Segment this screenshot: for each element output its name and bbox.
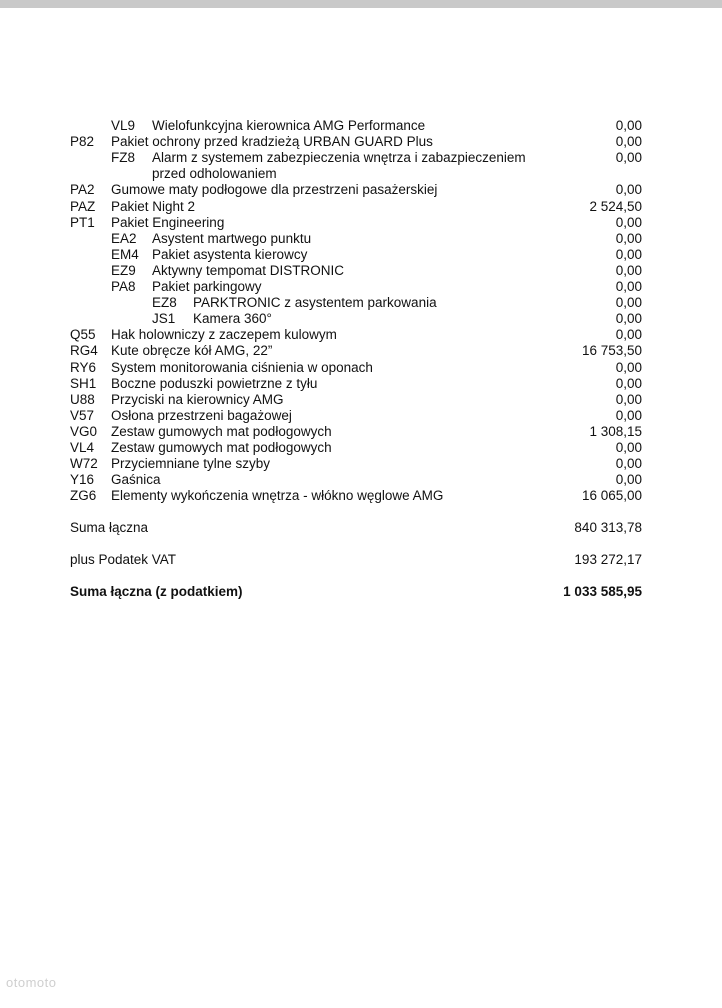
watermark: otomoto: [6, 975, 57, 990]
item-code: PA2: [70, 182, 95, 198]
item-amount: 0,00: [615, 456, 642, 472]
vat-value: 193 272,17: [574, 552, 642, 567]
item-code: V57: [70, 407, 95, 423]
item-amount: 0,00: [615, 391, 642, 407]
item-row: [0, 263, 722, 279]
item-row: [0, 134, 722, 150]
gross-total-value: 1 033 585,95: [563, 584, 642, 599]
vat-row: [0, 552, 722, 568]
item-name: Pakiet ochrony przed kradzieżą URBAN GUARD Plus: [111, 134, 433, 150]
item-name: Pakiet asystenta kierowcy: [152, 246, 308, 262]
item-code: SH1: [70, 375, 97, 391]
item-row: [0, 247, 722, 263]
item-name: Boczne poduszki powietrzne z tyłu: [111, 375, 318, 391]
item-amount: 0,00: [615, 279, 642, 294]
item-amount: 0,00: [615, 359, 642, 375]
item-row: [0, 440, 722, 456]
item-code: VG0: [70, 423, 98, 439]
item-code: EZ9: [111, 262, 136, 278]
item-code: EZ8: [152, 295, 177, 311]
item-code: PT1: [70, 214, 95, 230]
document-page: [0, 8, 722, 1008]
item-code: PA8: [111, 279, 136, 294]
item-amount: 0,00: [615, 375, 642, 391]
item-name: System monitorowania ciśnienia w oponach: [111, 359, 373, 375]
net-total-value: 840 313,78: [574, 520, 642, 535]
item-row: [0, 182, 722, 198]
item-row: [0, 199, 722, 215]
item-row: [0, 343, 722, 359]
net-total-label: Suma łączna: [70, 520, 149, 535]
item-row: [0, 424, 722, 440]
item-row: [0, 279, 722, 295]
item-name: Hak holowniczy z zaczepem kulowym: [111, 327, 337, 343]
item-row: [0, 215, 722, 231]
item-name: Gaśnica: [111, 472, 161, 488]
item-row: [0, 118, 722, 134]
item-code: JS1: [152, 311, 176, 327]
item-name: Pakiet Night 2: [111, 198, 196, 214]
item-name: PARKTRONIC z asystentem parkowania: [193, 295, 437, 311]
item-code: VL9: [111, 118, 136, 133]
item-amount: 0,00: [615, 295, 642, 311]
item-code: RG4: [70, 343, 98, 359]
item-code: ZG6: [70, 488, 97, 504]
item-name: Wielofunkcyjna kierownica AMG Performance: [152, 118, 426, 133]
item-row: [0, 150, 722, 166]
item-name: Pakiet Engineering: [111, 214, 225, 230]
item-name: Zestaw gumowych mat podłogowych: [111, 423, 332, 439]
item-code: RY6: [70, 359, 97, 375]
item-row: [0, 311, 722, 327]
item-amount: 16 065,00: [581, 488, 642, 504]
item-row: [0, 392, 722, 408]
item-amount: 0,00: [615, 407, 642, 423]
gross-total-row: [0, 584, 722, 600]
item-amount: 16 753,50: [581, 343, 642, 359]
item-name: Pakiet parkingowy: [152, 279, 262, 294]
item-row: [0, 408, 722, 424]
item-amount: 0,00: [615, 118, 642, 133]
item-amount: 0,00: [615, 440, 642, 455]
vat-label: plus Podatek VAT: [70, 552, 177, 567]
net-total-row: [0, 520, 722, 536]
item-code: VL4: [70, 440, 95, 455]
item-name: Kamera 360°: [193, 311, 272, 327]
item-name: przed odholowaniem: [152, 166, 277, 182]
item-amount: 0,00: [615, 246, 642, 262]
item-amount: 0,00: [615, 214, 642, 230]
item-row: [0, 360, 722, 376]
item-amount: 1 308,15: [589, 423, 642, 439]
item-row: [0, 295, 722, 311]
item-amount: 0,00: [615, 311, 642, 327]
item-amount: 0,00: [615, 262, 642, 278]
gross-total-label: Suma łączna (z podatkiem): [70, 584, 243, 599]
item-amount: 0,00: [615, 327, 642, 343]
item-row: [0, 166, 722, 182]
item-row: [0, 376, 722, 392]
item-code: PAZ: [70, 198, 96, 214]
item-row: [0, 488, 722, 504]
item-name: Gumowe maty podłogowe dla przestrzeni pasażerskiej: [111, 182, 438, 198]
item-name: Aktywny tempomat DISTRONIC: [152, 262, 345, 278]
item-code: FZ8: [111, 150, 136, 166]
item-code: U88: [70, 391, 95, 407]
item-amount: 0,00: [615, 472, 642, 488]
item-name: Przyciemniane tylne szyby: [111, 456, 271, 472]
item-amount: 0,00: [615, 230, 642, 246]
item-name: Osłona przestrzeni bagażowej: [111, 407, 292, 423]
item-name: Przyciski na kierownicy AMG: [111, 391, 284, 407]
item-row: [0, 472, 722, 488]
item-code: Y16: [70, 472, 95, 488]
item-row: [0, 456, 722, 472]
item-name: Alarm z systemem zabezpieczenia wnętrza i zabazpieczeniem: [152, 150, 526, 166]
item-row: [0, 231, 722, 247]
item-amount: 0,00: [615, 150, 642, 166]
item-code: W72: [70, 456, 98, 472]
item-amount: 0,00: [615, 134, 642, 150]
item-code: Q55: [70, 327, 96, 343]
item-code: P82: [70, 134, 95, 150]
item-code: EA2: [111, 230, 137, 246]
item-name: Kute obręcze kół AMG, 22”: [111, 343, 273, 359]
item-code: EM4: [111, 246, 139, 262]
item-amount: 2 524,50: [589, 198, 642, 214]
item-name: Elementy wykończenia wnętrza - włókno węglowe AMG: [111, 488, 444, 504]
item-row: [0, 327, 722, 343]
item-name: Asystent martwego punktu: [152, 230, 312, 246]
item-name: Zestaw gumowych mat podłogowych: [111, 440, 332, 455]
item-amount: 0,00: [615, 182, 642, 198]
